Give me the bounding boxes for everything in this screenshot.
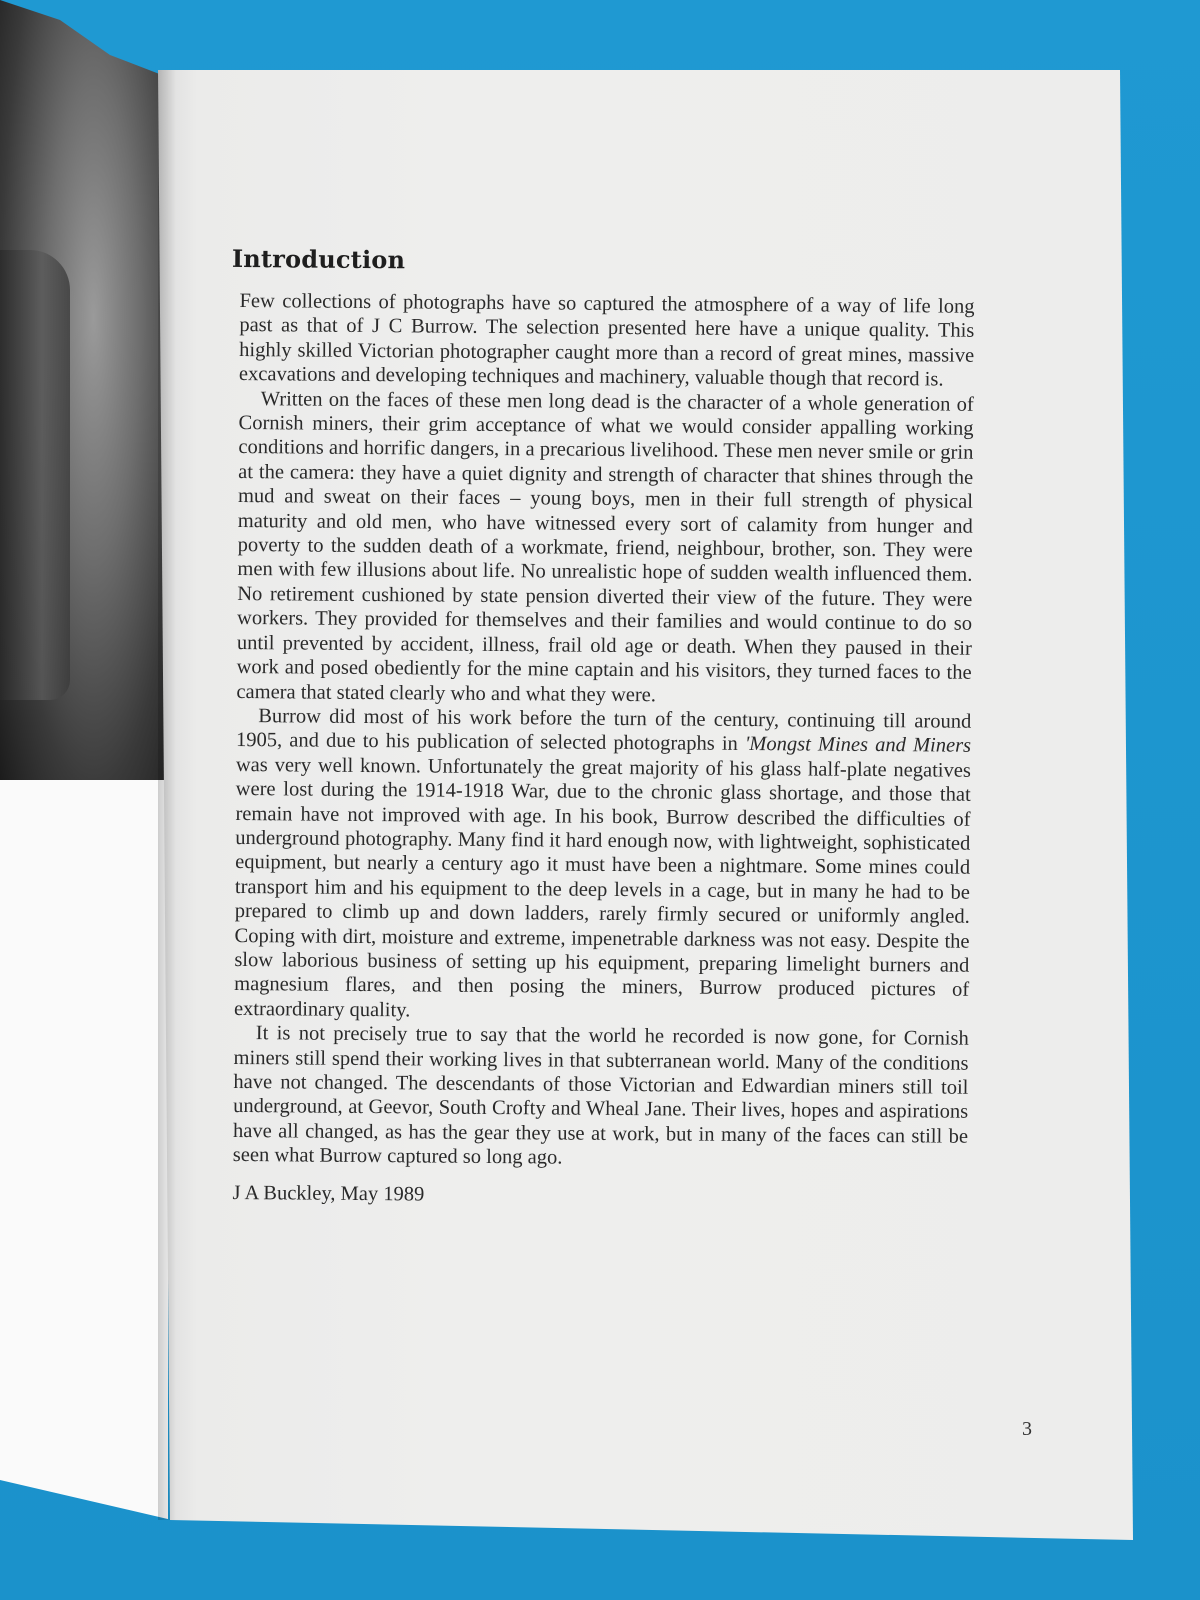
intro-paragraph-4: It is not precisely true to say that the world he recorded is now gone, for Cornish miners still spend their working lives in that subterranean world. Many of the conditions have not changed. The descendants of those Victorian and Edwardian miners still toil underground, at Geevor, South Crofty and Wheal Jane. Their lives, hopes and aspirations have all changed, as has the gear they use at work, but in many of the faces can still be seen what Burrow captured so long ago. — [232, 1022, 969, 1169]
intro-paragraph-2: Written on the faces of these men long dead is the character of a whole generation of Cornish miners, their grim acceptance of what we would consider appalling working conditions and horrific dangers, in a precarious livelihood. These men never smile or grin at the camera: they have a quiet dignity and strength of character that shines through the mud and sweat on their faces – young boys, men in their full strength of physical maturity and old men, who have witnessed every sort of calamity from hunger and poverty to the sudden death of a workmate, friend, neighbour, brother, son. They were men with few illusions about life. No unrealistic hope of sudden wealth influenced them. No retirement cushioned by state pension diverted their view of the future. They were workers. They provided for themselves and their families and would continue to do so until prevented by accident, illness, frail old age or death. When they paused in their work and posed obediently for the mine captain and his visitors, they turned faces to the camera that stated clearly who and what they were. — [236, 387, 974, 706]
book-title: 'Mongst Mines and Miners — [744, 733, 972, 758]
page-content — [232, 244, 975, 1210]
author-signature: J A Buckley, May 1989 — [232, 1181, 425, 1206]
intro-paragraph-1: Few collections of photographs have so captured the atmosphere of a way of life long past as that of J C Burrow. The selection presented here have a unique quality. This highly skilled Victorian photographer caught more than a record of great mines, massive excavations and developing techniques and machinery, valuable though that record is. — [238, 289, 975, 391]
paragraph-3-after: was very well known. Unfortunately the great majority of his glass half-plate negatives were lost during the 1914-1918 War, due to the chronic glass shortage, and those that remain have not improved with age. In his book, Burrow described the difficulties of underground photography. Many find it hard enough now, with lightweight, sophisticated equipment, but nearly a century ago it must have been a nightmare. Some mines could transport him and his equipment to the deep levels in a cage, but in many he had to be prepared to climb up and down ladders, rarely firmly secured or uniformly angled. Coping with dirt, moisture and extreme, impenetrable darkness was not easy. Despite the slow laborious business of setting up his equipment, preparing limelight burners and magnesium flares, and then posing the miners, Burrow produced pictures of extraordinary quality. — [233, 753, 971, 1022]
page-number: 3 — [1022, 1418, 1032, 1440]
intro-paragraph-3 — [234, 704, 971, 1027]
paragraph-3-before: Burrow did most of his work before the turn of the century, continuing till around 1905, and due to his publication of selected photographs in — [236, 705, 972, 756]
photograph-figure — [0, 250, 70, 700]
page-heading: Introduction — [231, 243, 406, 275]
facing-page-blank — [0, 780, 168, 1520]
